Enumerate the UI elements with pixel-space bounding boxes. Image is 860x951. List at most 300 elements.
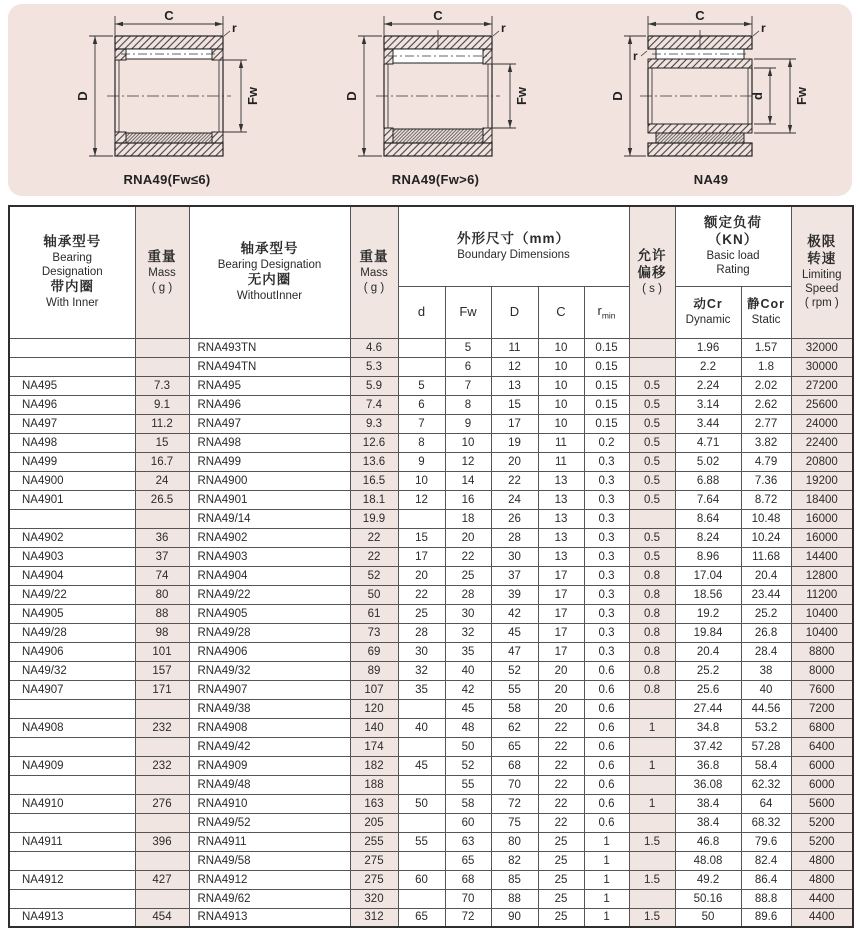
table-cell: 0.5 — [629, 433, 675, 452]
table-cell: 0.2 — [584, 433, 629, 452]
table-cell: 2.02 — [741, 376, 791, 395]
svg-text:C: C — [164, 8, 174, 23]
table-cell: 0.6 — [584, 699, 629, 718]
table-cell: 0.8 — [629, 566, 675, 585]
table-cell: RNA493TN — [189, 338, 350, 357]
table-cell: 17 — [538, 585, 584, 604]
table-cell: 2.62 — [741, 395, 791, 414]
table-cell: 0.8 — [629, 661, 675, 680]
table-cell: 0.3 — [584, 547, 629, 566]
header-d: d — [398, 286, 445, 338]
svg-text:C: C — [432, 8, 443, 23]
table-cell: 48 — [445, 718, 491, 737]
table-cell: 30 — [491, 547, 538, 566]
table-cell: RNA498 — [189, 433, 350, 452]
svg-text:C: C — [695, 8, 705, 23]
table-row — [9, 357, 853, 376]
table-cell: NA4912 — [9, 870, 135, 889]
table-cell — [135, 737, 189, 756]
table-cell: 1 — [584, 851, 629, 870]
table-cell: 312 — [350, 908, 398, 927]
table-cell: 50 — [398, 794, 445, 813]
table-cell: 2.24 — [675, 376, 741, 395]
table-cell: 5.3 — [350, 357, 398, 376]
table-cell: 1.8 — [741, 357, 791, 376]
table-cell: NA4901 — [9, 490, 135, 509]
table-cell: RNA49/38 — [189, 699, 350, 718]
table-cell: 0.3 — [584, 509, 629, 528]
table-cell: 88 — [491, 889, 538, 908]
table-cell: 232 — [135, 756, 189, 775]
table-row — [9, 433, 853, 452]
table-cell: 6800 — [791, 718, 853, 737]
table-cell: 107 — [350, 680, 398, 699]
table-cell: 1.5 — [629, 832, 675, 851]
table-cell: 61 — [350, 604, 398, 623]
table-cell: 12 — [491, 357, 538, 376]
table-cell: RNA499 — [189, 452, 350, 471]
table-cell: 0.3 — [584, 452, 629, 471]
table-cell: RNA49/32 — [189, 661, 350, 680]
table-cell: 5.02 — [675, 452, 741, 471]
table-cell — [135, 357, 189, 376]
table-cell: 7.36 — [741, 471, 791, 490]
table-cell: 0.8 — [629, 585, 675, 604]
table-cell: 0.3 — [584, 490, 629, 509]
table-cell: 24 — [491, 490, 538, 509]
table-cell: 20 — [491, 452, 538, 471]
table-cell: RNA4902 — [189, 528, 350, 547]
header-C: C — [538, 286, 584, 338]
table-cell: 90 — [491, 908, 538, 927]
table-cell — [9, 737, 135, 756]
table-cell: 15 — [135, 433, 189, 452]
table-cell: 20 — [538, 680, 584, 699]
table-cell: 17 — [398, 547, 445, 566]
table-cell: 255 — [350, 832, 398, 851]
header-static-cor: 静Cor Static — [741, 286, 791, 338]
table-cell: 0.3 — [584, 585, 629, 604]
table-cell: 12.6 — [350, 433, 398, 452]
table-cell: 58.4 — [741, 756, 791, 775]
table-body — [9, 338, 853, 927]
table-cell: 16 — [445, 490, 491, 509]
table-cell: NA4911 — [9, 832, 135, 851]
table-cell: 13 — [538, 528, 584, 547]
table-cell: 79.6 — [741, 832, 791, 851]
diagram-rna49-fw-gt-6 — [332, 8, 540, 187]
table-row — [9, 642, 853, 661]
table-cell: RNA4904 — [189, 566, 350, 585]
svg-text:r: r — [633, 49, 638, 63]
table-cell: 89.6 — [741, 908, 791, 927]
table-row — [9, 775, 853, 794]
table-cell: 9.3 — [350, 414, 398, 433]
table-cell: 23.44 — [741, 585, 791, 604]
table-row — [9, 604, 853, 623]
table-cell: 6000 — [791, 756, 853, 775]
table-cell: 52 — [350, 566, 398, 585]
bearing-spec-table — [8, 205, 854, 928]
table-cell: 25 — [538, 889, 584, 908]
table-cell — [398, 509, 445, 528]
table-cell: 24 — [135, 471, 189, 490]
table-cell: 13 — [538, 471, 584, 490]
bearing-cross-section-icon — [63, 8, 271, 180]
table-cell: 17.04 — [675, 566, 741, 585]
table-cell: 28 — [445, 585, 491, 604]
table-row — [9, 813, 853, 832]
table-cell: RNA495 — [189, 376, 350, 395]
table-cell: 0.15 — [584, 338, 629, 357]
table-cell — [135, 889, 189, 908]
table-cell: 65 — [491, 737, 538, 756]
table-cell: 18400 — [791, 490, 853, 509]
table-cell: 22 — [538, 737, 584, 756]
table-row — [9, 414, 853, 433]
table-cell: 0.5 — [629, 547, 675, 566]
table-cell: 55 — [491, 680, 538, 699]
table-cell: 89 — [350, 661, 398, 680]
table-cell — [629, 338, 675, 357]
table-cell: 1.57 — [741, 338, 791, 357]
table-cell: 70 — [445, 889, 491, 908]
table-cell: 10 — [538, 376, 584, 395]
table-cell: 9 — [398, 452, 445, 471]
table-cell: 13 — [538, 547, 584, 566]
table-row — [9, 718, 853, 737]
table-cell: 8 — [445, 395, 491, 414]
table-row — [9, 870, 853, 889]
table-cell: 10 — [538, 338, 584, 357]
table-cell: 1 — [629, 794, 675, 813]
table-cell: 7.4 — [350, 395, 398, 414]
table-cell: 36.8 — [675, 756, 741, 775]
table-row — [9, 794, 853, 813]
table-cell: 1 — [584, 908, 629, 927]
table-cell: 36.08 — [675, 775, 741, 794]
table-cell: 22 — [398, 585, 445, 604]
table-cell: 82 — [491, 851, 538, 870]
table-cell: 3.82 — [741, 433, 791, 452]
table-cell: NA496 — [9, 395, 135, 414]
table-cell: 13 — [538, 509, 584, 528]
table-cell: NA49/28 — [9, 623, 135, 642]
table-cell: RNA49/22 — [189, 585, 350, 604]
table-cell: 38.4 — [675, 813, 741, 832]
table-cell: 19 — [491, 433, 538, 452]
table-row — [9, 832, 853, 851]
table-cell: 5200 — [791, 832, 853, 851]
table-row — [9, 756, 853, 775]
table-cell: 4.6 — [350, 338, 398, 357]
table-cell: 14400 — [791, 547, 853, 566]
table-cell: 22 — [350, 547, 398, 566]
table-cell: 0.3 — [584, 623, 629, 642]
header-basic-load-rating: 额定负荷 （KN） Basic load Rating — [675, 206, 791, 286]
table-cell: 7 — [445, 376, 491, 395]
table-cell: 72 — [445, 908, 491, 927]
table-cell: 13.6 — [350, 452, 398, 471]
table-cell: RNA49/52 — [189, 813, 350, 832]
table-cell: 32 — [445, 623, 491, 642]
table-cell: 17 — [491, 414, 538, 433]
table-cell: 39 — [491, 585, 538, 604]
table-cell — [135, 813, 189, 832]
table-cell — [629, 851, 675, 870]
table-cell: 28 — [491, 528, 538, 547]
table-cell: 10400 — [791, 604, 853, 623]
table-cell: 25 — [538, 908, 584, 927]
table-cell: RNA4903 — [189, 547, 350, 566]
table-cell: 18 — [445, 509, 491, 528]
table-cell: 275 — [350, 870, 398, 889]
table-cell: 0.15 — [584, 414, 629, 433]
table-cell: 40 — [741, 680, 791, 699]
table-cell — [398, 889, 445, 908]
table-cell: 4.79 — [741, 452, 791, 471]
table-cell: 35 — [445, 642, 491, 661]
table-cell: 37 — [135, 547, 189, 566]
table-cell: 15 — [491, 395, 538, 414]
table-cell: 45 — [445, 699, 491, 718]
table-cell: 22400 — [791, 433, 853, 452]
table-cell: 140 — [350, 718, 398, 737]
table-cell: RNA4908 — [189, 718, 350, 737]
table-cell: RNA496 — [189, 395, 350, 414]
table-row — [9, 908, 853, 927]
table-cell: 4800 — [791, 851, 853, 870]
table-cell — [135, 338, 189, 357]
table-cell: 10 — [538, 357, 584, 376]
table-cell: 171 — [135, 680, 189, 699]
table-cell: NA49/22 — [9, 585, 135, 604]
table-cell: 11 — [538, 433, 584, 452]
table-cell: 0.8 — [629, 604, 675, 623]
table-cell: 19200 — [791, 471, 853, 490]
table-cell: 3.14 — [675, 395, 741, 414]
table-cell — [629, 357, 675, 376]
table-cell: 16.7 — [135, 452, 189, 471]
table-cell: 0.8 — [629, 642, 675, 661]
table-cell: 26.5 — [135, 490, 189, 509]
table-cell: RNA4912 — [189, 870, 350, 889]
table-cell: 80 — [491, 832, 538, 851]
table-cell: 16000 — [791, 528, 853, 547]
table-cell: 20 — [538, 661, 584, 680]
table-cell: 26 — [491, 509, 538, 528]
table-cell: 42 — [445, 680, 491, 699]
table-cell: 0.15 — [584, 376, 629, 395]
table-cell: 25 — [445, 566, 491, 585]
table-cell: 7.3 — [135, 376, 189, 395]
table-row — [9, 566, 853, 585]
table-cell — [9, 509, 135, 528]
table-cell: 50 — [675, 908, 741, 927]
table-cell: 10 — [538, 414, 584, 433]
table-cell: RNA4909 — [189, 756, 350, 775]
table-cell: 10.24 — [741, 528, 791, 547]
table-cell: 25 — [538, 832, 584, 851]
table-cell: RNA49/28 — [189, 623, 350, 642]
table-cell: 11.2 — [135, 414, 189, 433]
table-cell: 80 — [135, 585, 189, 604]
table-cell: NA4900 — [9, 471, 135, 490]
table-cell: RNA49/14 — [189, 509, 350, 528]
table-cell: 10 — [445, 433, 491, 452]
table-cell — [9, 889, 135, 908]
table-cell: 4400 — [791, 908, 853, 927]
table-cell: 0.3 — [584, 566, 629, 585]
table-cell: 0.6 — [584, 680, 629, 699]
table-cell: 320 — [350, 889, 398, 908]
table-cell: 74 — [135, 566, 189, 585]
table-cell: 19.2 — [675, 604, 741, 623]
table-cell — [398, 699, 445, 718]
diagram-caption: NA49 — [693, 172, 729, 187]
table-cell: 10.48 — [741, 509, 791, 528]
table-cell: 62.32 — [741, 775, 791, 794]
table-cell: RNA49/42 — [189, 737, 350, 756]
table-cell: 15 — [398, 528, 445, 547]
table-cell: RNA4905 — [189, 604, 350, 623]
table-cell — [135, 699, 189, 718]
table-cell: 25.2 — [741, 604, 791, 623]
table-row — [9, 737, 853, 756]
table-cell: RNA4906 — [189, 642, 350, 661]
table-cell: 16.5 — [350, 471, 398, 490]
table-cell: 0.6 — [584, 718, 629, 737]
svg-text:r: r — [232, 21, 237, 35]
svg-text:r: r — [500, 21, 506, 35]
svg-text:d: d — [750, 92, 765, 100]
table-cell: 68.32 — [741, 813, 791, 832]
header-mass-without-inner: 重量 Mass ( g ) — [350, 206, 398, 338]
table-cell: 7200 — [791, 699, 853, 718]
table-row — [9, 395, 853, 414]
table-cell: 11 — [491, 338, 538, 357]
table-cell: 98 — [135, 623, 189, 642]
table-cell: 3.44 — [675, 414, 741, 433]
table-cell: 68 — [491, 756, 538, 775]
table-cell: 1.5 — [629, 870, 675, 889]
table-cell: 49.2 — [675, 870, 741, 889]
table-cell: 6 — [445, 357, 491, 376]
table-cell: 46.8 — [675, 832, 741, 851]
table-cell — [398, 775, 445, 794]
table-cell: 52 — [445, 756, 491, 775]
table-cell: RNA4900 — [189, 471, 350, 490]
table-cell: 0.5 — [629, 452, 675, 471]
table-cell: 20 — [538, 699, 584, 718]
header-boundary-dimensions: 外形尺寸（mm） Boundary Dimensions — [398, 206, 629, 286]
table-cell: 13 — [538, 490, 584, 509]
table-cell — [135, 775, 189, 794]
table-cell: 25600 — [791, 395, 853, 414]
table-row — [9, 680, 853, 699]
table-cell: 1.96 — [675, 338, 741, 357]
table-cell: NA497 — [9, 414, 135, 433]
table-cell — [398, 338, 445, 357]
table-cell: 427 — [135, 870, 189, 889]
table-cell: RNA497 — [189, 414, 350, 433]
table-cell: 1 — [584, 832, 629, 851]
table-row — [9, 547, 853, 566]
table-cell: 11 — [538, 452, 584, 471]
table-cell: 45 — [398, 756, 445, 775]
table-cell: 24000 — [791, 414, 853, 433]
table-cell: 65 — [445, 851, 491, 870]
table-cell: 88.8 — [741, 889, 791, 908]
table-cell: 0.15 — [584, 357, 629, 376]
table-row — [9, 623, 853, 642]
table-cell — [9, 813, 135, 832]
table-cell: 11200 — [791, 585, 853, 604]
header-rmin: $r_{min}$ — [584, 286, 629, 338]
table-cell: 17 — [538, 623, 584, 642]
table-cell: 8 — [398, 433, 445, 452]
table-row — [9, 585, 853, 604]
table-cell: RNA4901 — [189, 490, 350, 509]
table-cell: 18.56 — [675, 585, 741, 604]
table-cell: 7.64 — [675, 490, 741, 509]
table-cell: NA4913 — [9, 908, 135, 927]
table-cell: 0.5 — [629, 471, 675, 490]
table-cell: 14 — [445, 471, 491, 490]
table-cell: 68 — [445, 870, 491, 889]
table-cell: NA49/32 — [9, 661, 135, 680]
table-cell: 4800 — [791, 870, 853, 889]
table-cell: 32 — [398, 661, 445, 680]
table-cell: 27200 — [791, 376, 853, 395]
table-cell: 69 — [350, 642, 398, 661]
table-cell: 1 — [584, 870, 629, 889]
table-cell: 5 — [398, 376, 445, 395]
table-cell: 62 — [491, 718, 538, 737]
table-row — [9, 376, 853, 395]
table-cell — [9, 851, 135, 870]
table-cell: 30000 — [791, 357, 853, 376]
table-row — [9, 509, 853, 528]
table-cell: 163 — [350, 794, 398, 813]
table-cell: 8800 — [791, 642, 853, 661]
table-cell: 120 — [350, 699, 398, 718]
table-cell: 50 — [445, 737, 491, 756]
table-cell: 0.6 — [584, 737, 629, 756]
table-cell: 52 — [491, 661, 538, 680]
table-cell — [629, 509, 675, 528]
table-cell — [9, 775, 135, 794]
table-cell: 70 — [491, 775, 538, 794]
table-cell: 4400 — [791, 889, 853, 908]
svg-text:Fw: Fw — [513, 86, 529, 106]
table-cell: 22 — [538, 718, 584, 737]
table-cell: 2.77 — [741, 414, 791, 433]
table-cell: 17 — [538, 604, 584, 623]
table-cell: 8.72 — [741, 490, 791, 509]
table-cell: 19.84 — [675, 623, 741, 642]
table-cell: 17 — [538, 566, 584, 585]
table-cell: 6 — [398, 395, 445, 414]
table-cell: 35 — [398, 680, 445, 699]
table-cell: 174 — [350, 737, 398, 756]
table-cell: 6400 — [791, 737, 853, 756]
header-limiting-speed: 极限 转速 Limiting Speed ( rpm ) — [791, 206, 853, 338]
table-cell: 58 — [445, 794, 491, 813]
table-cell: 53.2 — [741, 718, 791, 737]
table-cell: 101 — [135, 642, 189, 661]
table-cell: 20 — [398, 566, 445, 585]
